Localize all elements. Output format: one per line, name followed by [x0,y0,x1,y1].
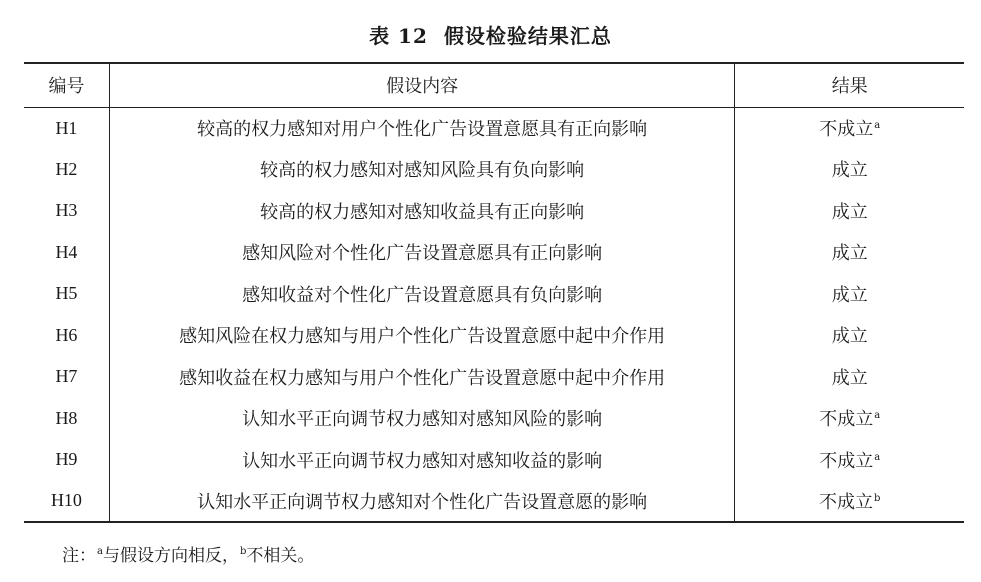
header-result: 结果 [735,63,964,107]
row-id: H6 [55,324,78,345]
row-id: H10 [24,481,109,523]
table-row [24,273,964,315]
row-content: 较高的权力感知对感知风险具有负向影响 [109,149,735,191]
row-id: H1 [55,117,78,138]
row-content: 感知收益对个性化广告设置意愿具有负向影响 [109,273,735,315]
row-content: 较高的权力感知对感知收益具有正向影响 [109,190,735,232]
row-result [735,439,964,481]
row-content: 认知水平正向调节权力感知对感知风险的影响 [109,398,735,440]
row-id: H2 [55,158,78,179]
row-result [735,190,964,232]
header-content: 假设内容 [109,63,735,107]
row-result [735,356,964,398]
row-id: H7 [55,366,78,387]
footnote-text-b: 不相关。 [246,546,315,566]
result-text: 成立 [831,201,868,223]
table-row [24,232,964,274]
row-result [735,315,964,357]
result-text: 成立 [831,160,868,182]
result-text: 成立 [831,326,868,348]
row-id: H3 [55,200,78,221]
table-header-row [24,63,964,107]
row-result [735,273,964,315]
result-text: 不成立 [819,119,874,140]
table-row [24,481,964,523]
row-id: H8 [55,407,78,428]
row-id: H4 [55,241,78,262]
row-result [735,149,964,191]
result-mark: a [874,120,881,131]
table-row [24,398,964,440]
result-mark: b [874,492,881,504]
table-title-text: 假设检验结果汇总 [443,24,612,48]
table-row [24,149,964,191]
table-number: 表 12 [369,24,428,48]
result-mark: a [874,410,881,422]
result-text: 成立 [831,284,868,306]
row-id: H5 [55,283,78,304]
table-row [24,439,964,481]
result-mark: a [874,451,881,463]
result-text: 成立 [831,243,868,265]
result-text: 不成立 [819,450,874,472]
table-row [24,315,964,357]
result-text: 不成立 [819,409,874,431]
footnote-prefix: 注： [62,546,96,566]
row-result [735,481,964,523]
hypothesis-results-table [24,62,964,523]
row-content: 认知水平正向调节权力感知对个性化广告设置意愿的影响 [109,481,735,523]
result-text: 成立 [831,367,868,389]
row-content: 感知风险对个性化广告设置意愿具有正向影响 [109,232,735,274]
row-result [735,398,964,440]
footnote-mark-a: a [97,546,103,557]
row-id: H9 [55,449,78,470]
row-result [735,232,964,274]
row-result [735,107,964,149]
header-id: 编号 [24,63,109,107]
row-content: 较高的权力感知对用户个性化广告设置意愿具有正向影响 [109,107,735,149]
footnote-mark-b: b [239,546,247,557]
table-row [24,107,964,149]
table-footnote [62,541,314,566]
footnote-text-a: 与假设方向相反， [102,546,239,566]
row-content: 感知收益在权力感知与用户个性化广告设置意愿中起中介作用 [109,356,735,398]
row-content: 感知风险在权力感知与用户个性化广告设置意愿中起中介作用 [109,315,735,357]
table-row [24,356,964,398]
row-content: 认知水平正向调节权力感知对感知收益的影响 [109,439,735,481]
table-title [0,20,981,49]
result-text: 不成立 [819,491,874,513]
table-row [24,190,964,232]
